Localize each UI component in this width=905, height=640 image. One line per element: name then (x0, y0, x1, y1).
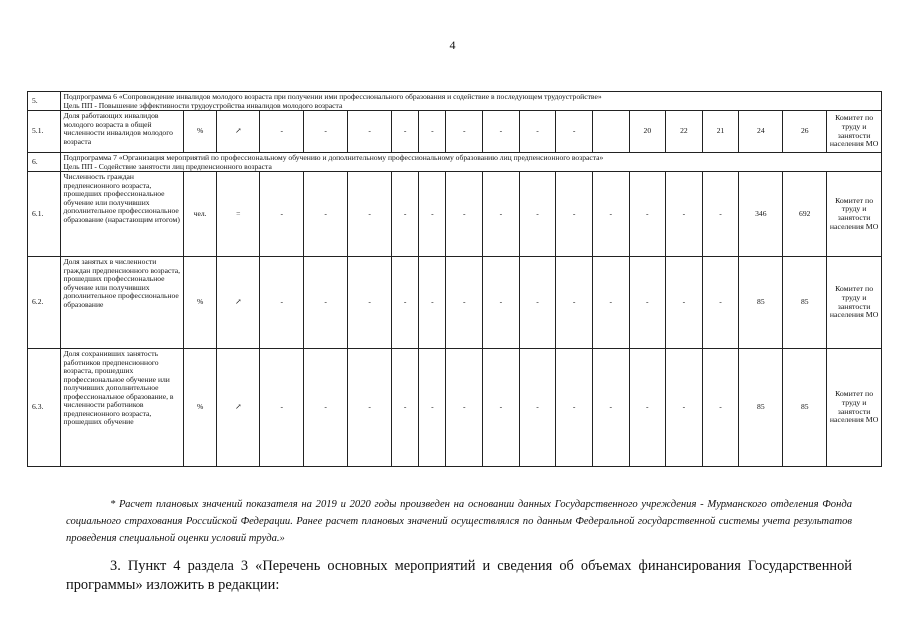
indicator-value: - (419, 111, 446, 153)
indicator-name: Доля занятых в численности граждан предпенсионного возраста, прошедших профессиональное обучение или получивших дополнительное профессиональное образование (61, 257, 183, 349)
indicator-value: - (446, 257, 483, 349)
indicator-value: - (419, 172, 446, 257)
indicator-value: - (556, 349, 593, 467)
indicator-value: - (304, 349, 348, 467)
trend-icon: ↗ (217, 349, 260, 467)
indicators-table-body (28, 92, 882, 467)
responsible-executor: Комитет по труду и занятости населения МО (827, 111, 882, 153)
indicator-value: - (392, 172, 419, 257)
indicator-value: - (483, 349, 520, 467)
indicator-value: - (260, 111, 304, 153)
indicator-value: - (519, 111, 556, 153)
indicator-value: - (348, 172, 392, 257)
indicator-name: Численность граждан предпенсионного возраста, прошедших профессиональное обучение или получивших дополнительное профессиональное образование (нарастающим итогом) (61, 172, 183, 257)
subprogram-name: Подпрограмма 6 «Сопровождение инвалидов молодого возраста при получении ими профессионального образования и содействие в последующем трудоустройстве» (63, 92, 602, 101)
row-number: 5.1. (28, 111, 61, 153)
indicator-value: - (702, 349, 739, 467)
indicators-table (27, 91, 882, 467)
indicator-value: - (629, 172, 666, 257)
subprogram-title (61, 153, 882, 172)
indicator-value: - (304, 172, 348, 257)
indicator-value: - (446, 172, 483, 257)
indicator-value: - (592, 349, 629, 467)
indicator-value: - (556, 111, 593, 153)
indicator-value: 21 (702, 111, 739, 153)
indicator-value: - (260, 257, 304, 349)
indicator-value: - (519, 172, 556, 257)
subprogram-row (28, 92, 882, 111)
indicator-value: 22 (666, 111, 703, 153)
row-number: 6.2. (28, 257, 61, 349)
row-number: 6.3. (28, 349, 61, 467)
indicator-value: 24 (739, 111, 783, 153)
indicator-row (28, 172, 882, 257)
responsible-executor: Комитет по труду и занятости населения МО (827, 257, 882, 349)
indicator-value: - (666, 172, 703, 257)
indicator-value: - (592, 172, 629, 257)
indicator-value: 26 (783, 111, 827, 153)
subprogram-goal: Цель ПП - Содействие занятости лиц предпенсионного возраста (63, 161, 272, 171)
indicator-value: 346 (739, 172, 783, 257)
indicator-value: - (556, 172, 593, 257)
indicator-value: - (483, 257, 520, 349)
trend-icon: ↗ (217, 257, 260, 349)
indicator-unit: чел. (183, 172, 216, 257)
indicator-value: - (519, 257, 556, 349)
indicator-value: - (592, 257, 629, 349)
row-number: 5. (28, 92, 61, 111)
row-number: 6. (28, 153, 61, 172)
indicator-value: - (260, 172, 304, 257)
indicator-value: - (629, 349, 666, 467)
indicator-row (28, 257, 882, 349)
row-number: 6.1. (28, 172, 61, 257)
indicator-value: 20 (629, 111, 666, 153)
indicator-unit: % (183, 257, 216, 349)
indicator-value: - (419, 257, 446, 349)
indicator-row (28, 111, 882, 153)
subprogram-title (61, 92, 882, 111)
subprogram-goal: Цель ПП - Повышение эффективности трудоустройства инвалидов молодого возраста (63, 100, 343, 110)
indicator-value: - (260, 349, 304, 467)
trend-icon: = (217, 172, 260, 257)
indicator-value: - (392, 349, 419, 467)
indicator-value: - (348, 349, 392, 467)
indicator-value: - (483, 111, 520, 153)
indicator-value: - (666, 349, 703, 467)
indicator-value: - (304, 257, 348, 349)
subprogram-name: Подпрограмма 7 «Организация мероприятий по профессиональному обучению и дополнительному профессиональному образованию лиц предпенсионного возраста» (63, 153, 604, 162)
indicator-value: 85 (739, 349, 783, 467)
indicator-unit: % (183, 349, 216, 467)
indicator-row (28, 349, 882, 467)
indicator-value: 85 (783, 257, 827, 349)
indicator-value: 85 (783, 349, 827, 467)
indicator-name: Доля сохранивших занятость работников предпенсионного возраста, прошедших профессиональное обучение или получивших дополнительное профессиональное образование, в численности работников предпенсионного возраста, прошедших обучение (61, 349, 183, 467)
indicator-value: - (304, 111, 348, 153)
indicator-value: - (392, 111, 419, 153)
indicator-value: - (419, 349, 446, 467)
responsible-executor: Комитет по труду и занятости населения МО (827, 172, 882, 257)
indicator-value: - (702, 172, 739, 257)
indicator-value: - (483, 172, 520, 257)
indicator-value (592, 111, 629, 153)
indicator-value: - (702, 257, 739, 349)
responsible-executor: Комитет по труду и занятости населения МО (827, 349, 882, 467)
indicator-value: - (446, 111, 483, 153)
footnote: * Расчет плановых значений показателя на 2019 и 2020 годы произведен на основании данных Государственного учреждения - Мурманского отделения Фонда социального страхования Российской Федерации. Ранее расчет плановых значений осуществлялся по данным Федеральной государственной системы учета результатов проведения специальной оценки условий труда.» (66, 499, 852, 544)
trend-icon: ↗ (217, 111, 260, 153)
subprogram-row (28, 153, 882, 172)
indicator-value: - (392, 257, 419, 349)
indicator-value: - (446, 349, 483, 467)
indicator-value: - (666, 257, 703, 349)
indicator-value: - (348, 111, 392, 153)
paragraph-item-3: 3. Пункт 4 раздела 3 «Перечень основных мероприятий и сведения об объемах финансирования Государственной программы» изложить в редакции: (66, 558, 852, 593)
indicator-value: - (348, 257, 392, 349)
indicator-name: Доля работающих инвалидов молодого возраста в общей численности инвалидов молодого возраста (61, 111, 183, 153)
indicator-unit: % (183, 111, 216, 153)
page-number: 4 (449, 38, 456, 52)
indicator-value: 85 (739, 257, 783, 349)
indicator-value: - (519, 349, 556, 467)
indicator-value: - (556, 257, 593, 349)
indicator-value: 692 (783, 172, 827, 257)
indicator-value: - (629, 257, 666, 349)
